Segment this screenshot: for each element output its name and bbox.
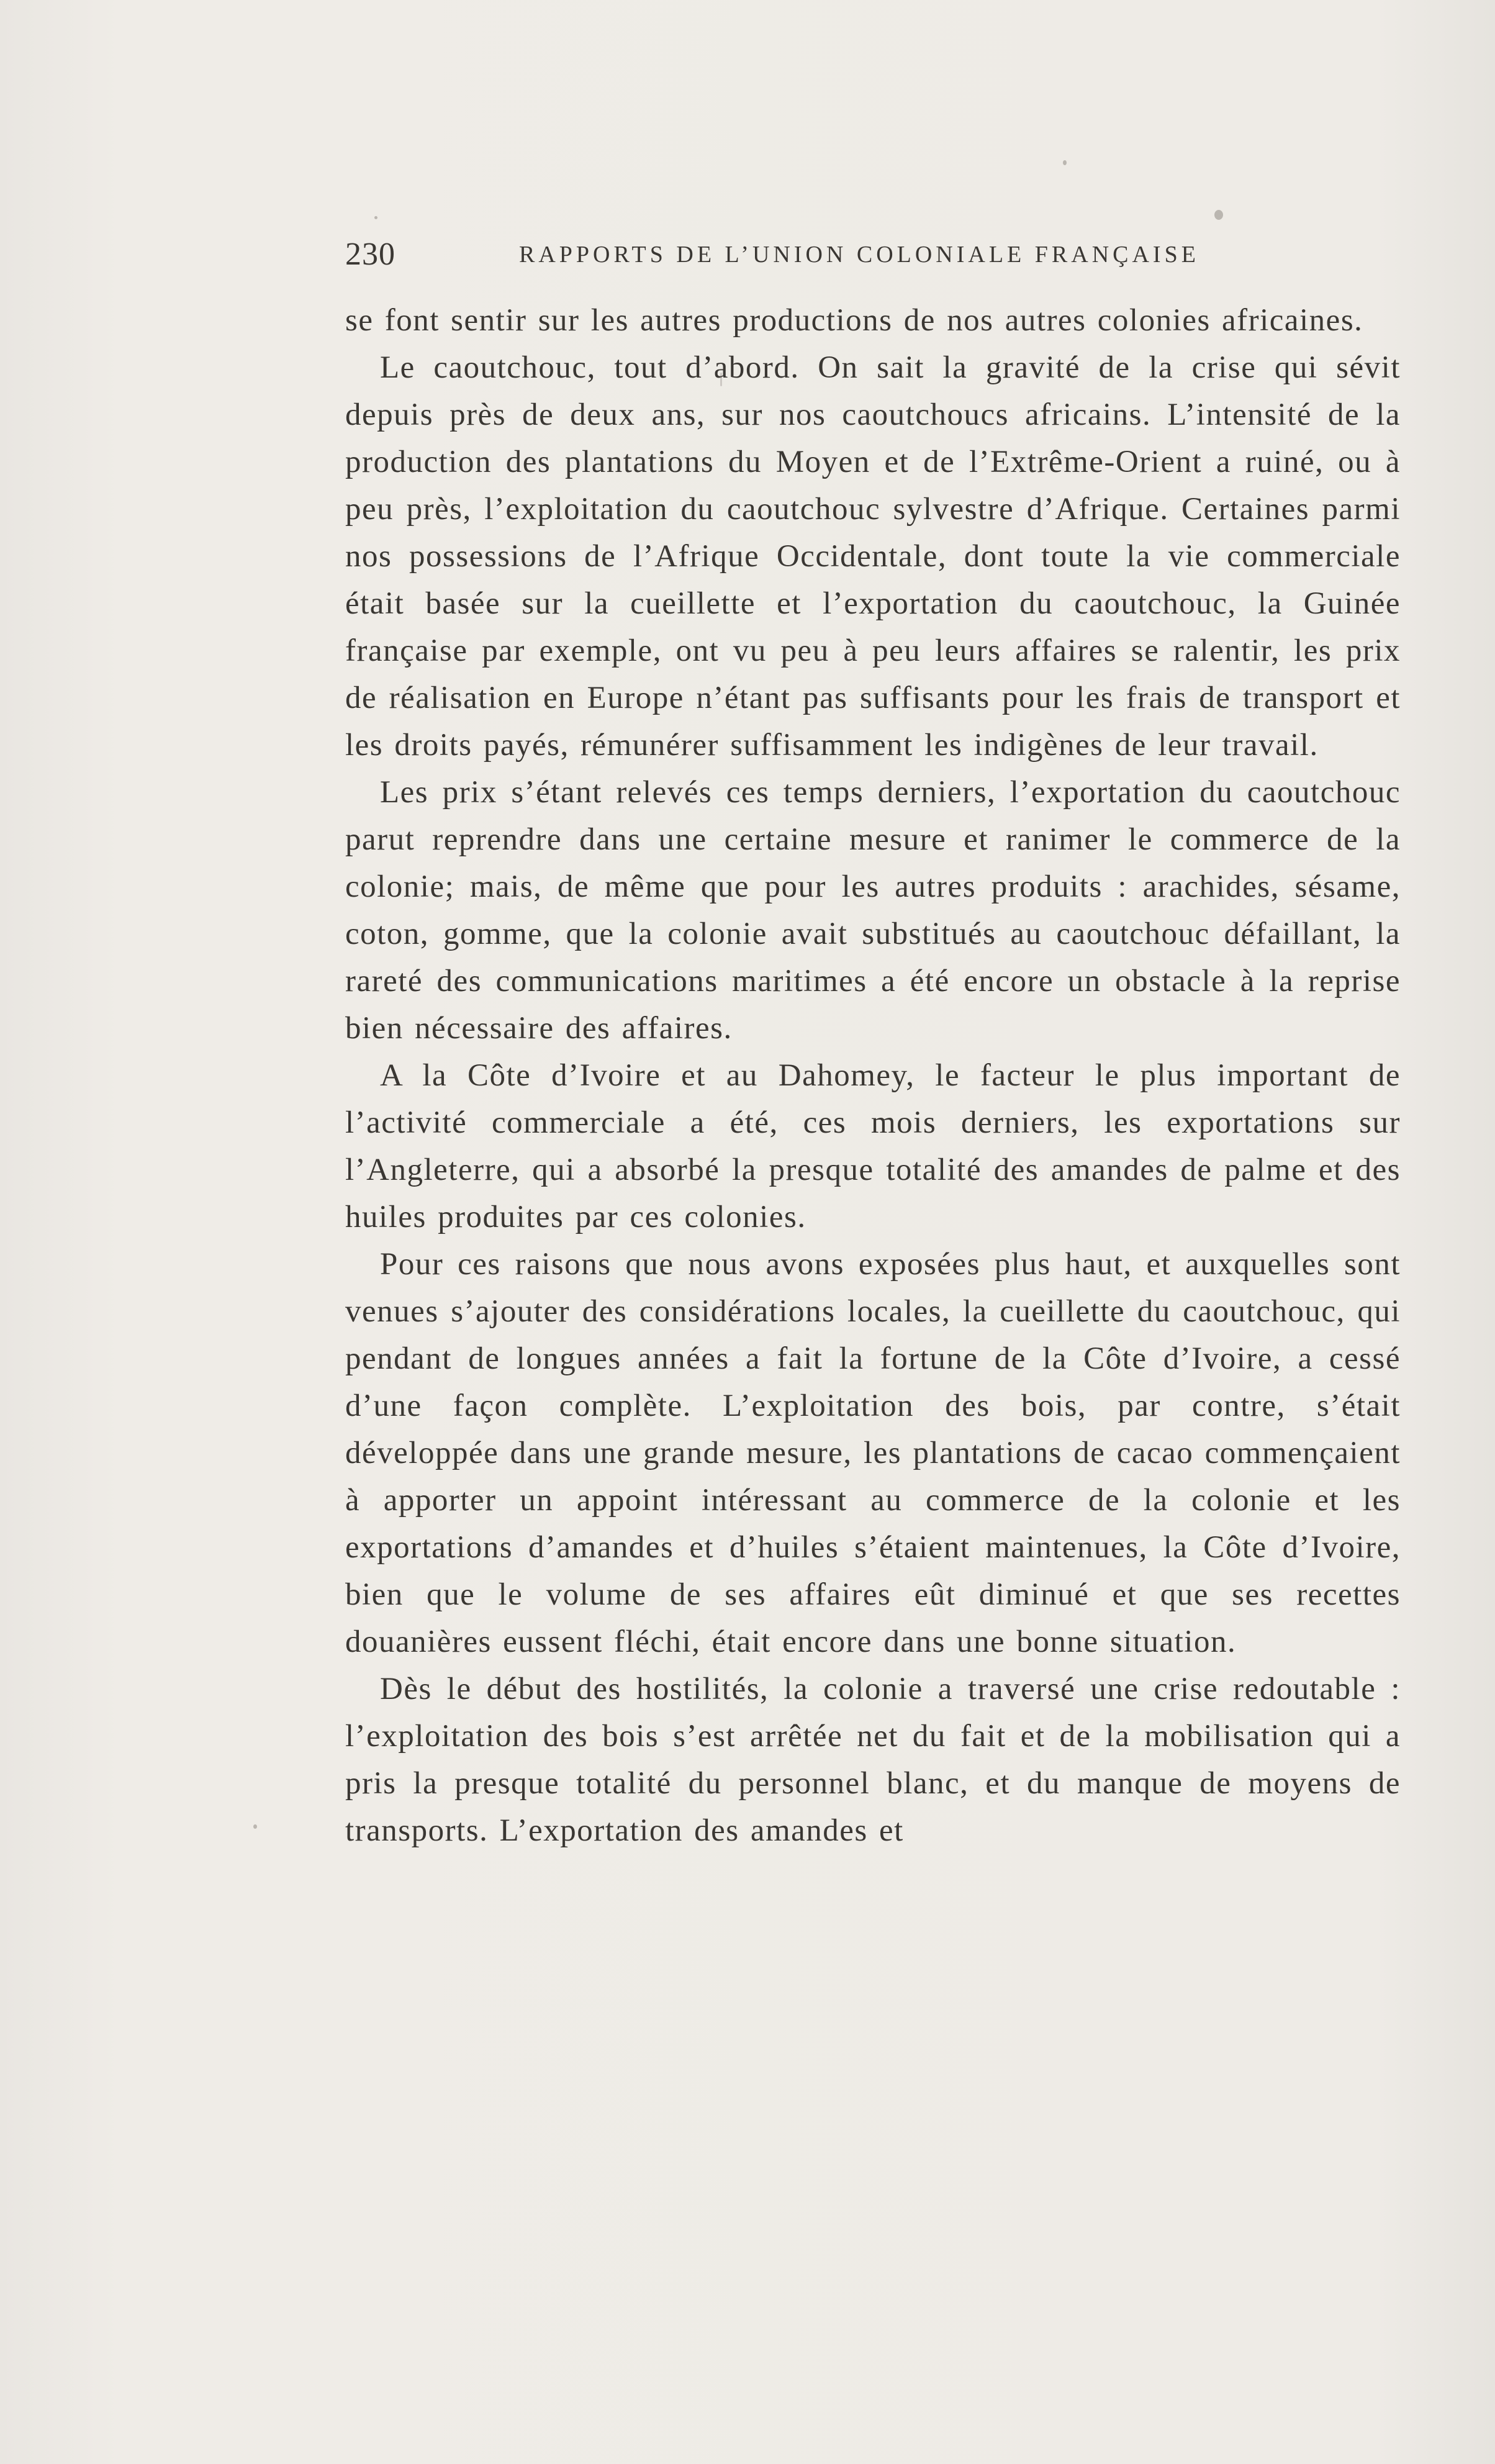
paper-speck bbox=[253, 1824, 257, 1829]
paragraph-cote-ivoire-dahomey: A la Côte d’Ivoire et au Dahomey, le facteur le plus important de l’activité commerciale a été, ces mois derniers, les exportations sur l’Angleterre, qui a absorbé la presque totalité des amandes de palme et des huiles produites par ces colonies. bbox=[345, 1058, 1401, 1234]
paper-speck bbox=[720, 373, 722, 386]
paragraph-raisons: Pour ces raisons que nous avons exposées plus haut, et auxquelles sont venues s’ajouter des considérations locales, la cueillette du caoutchouc, qui pendant de longues années a fait la fortune de la Côte d’Ivoire, a cessé d’une façon complète. L’exploitation des bois, par contre, s’était développée dans une grande mesure, les plantations de cacao commençaient à apporter un appoint intéressant au commerce de la colonie et les exportations d’amandes et d’huiles s’étaient maintenues, la Côte d’Ivoire, bien que le volume de ses affaires eût diminué et que ses recettes douanières eussent fléchi, était encore dans une bonne situation. bbox=[345, 1247, 1401, 1659]
page-number: 230 bbox=[345, 237, 395, 272]
page-header bbox=[345, 236, 1401, 279]
body-text bbox=[345, 297, 1401, 1854]
paper-speck bbox=[374, 216, 377, 219]
paragraph-caoutchouc: Le caoutchouc, tout d’abord. On sait la gravité de la crise qui sévit depuis près de deux ans, sur nos caoutchoucs africains. L’intensité de la production des plantations du Moyen et de l’Extrême-Orient a ruiné, ou à peu près, l’exploitation du caoutchouc sylvestre d’Afrique. Certaines parmi nos possessions de l’Afrique Occidentale, dont toute la vie commerciale était basée sur la cueillette et l’exportation du caoutchouc, la Guinée française par exemple, ont vu peu à peu leurs affaires se ralentir, les prix de réalisation en Europe n’étant pas suffisants pour les frais de transport et les droits payés, rémunérer suffisamment les indigènes de leur travail. bbox=[345, 350, 1401, 763]
paragraph-hostilites: Dès le début des hostilités, la colonie a traversé une crise redoutable : l’exploitation des bois s’est arrêtée net du fait et de la mobilisation qui a pris la presque totalité du personnel blanc, et du manque de moyens de transports. L’exportation des amandes et bbox=[345, 1672, 1401, 1848]
paragraph-prix: Les prix s’étant relevés ces temps derniers, l’exportation du caoutchouc parut reprendre dans une certaine mesure et ranimer le commerce de la colonie; mais, de même que pour les autres produits : arachides, sésame, coton, gomme, que la colonie avait substitués au caoutchouc défaillant, la rareté des communications maritimes a été encore un obstacle à la reprise bien nécessaire des affaires. bbox=[345, 775, 1401, 1046]
paragraph-continuation: se font sentir sur les autres productions de nos autres colonies africaines. bbox=[345, 303, 1363, 338]
paper-speck bbox=[1063, 160, 1067, 165]
paper-speck bbox=[1214, 210, 1223, 220]
running-title: RAPPORTS DE L’UNION COLONIALE FRANÇAISE bbox=[519, 242, 1199, 268]
